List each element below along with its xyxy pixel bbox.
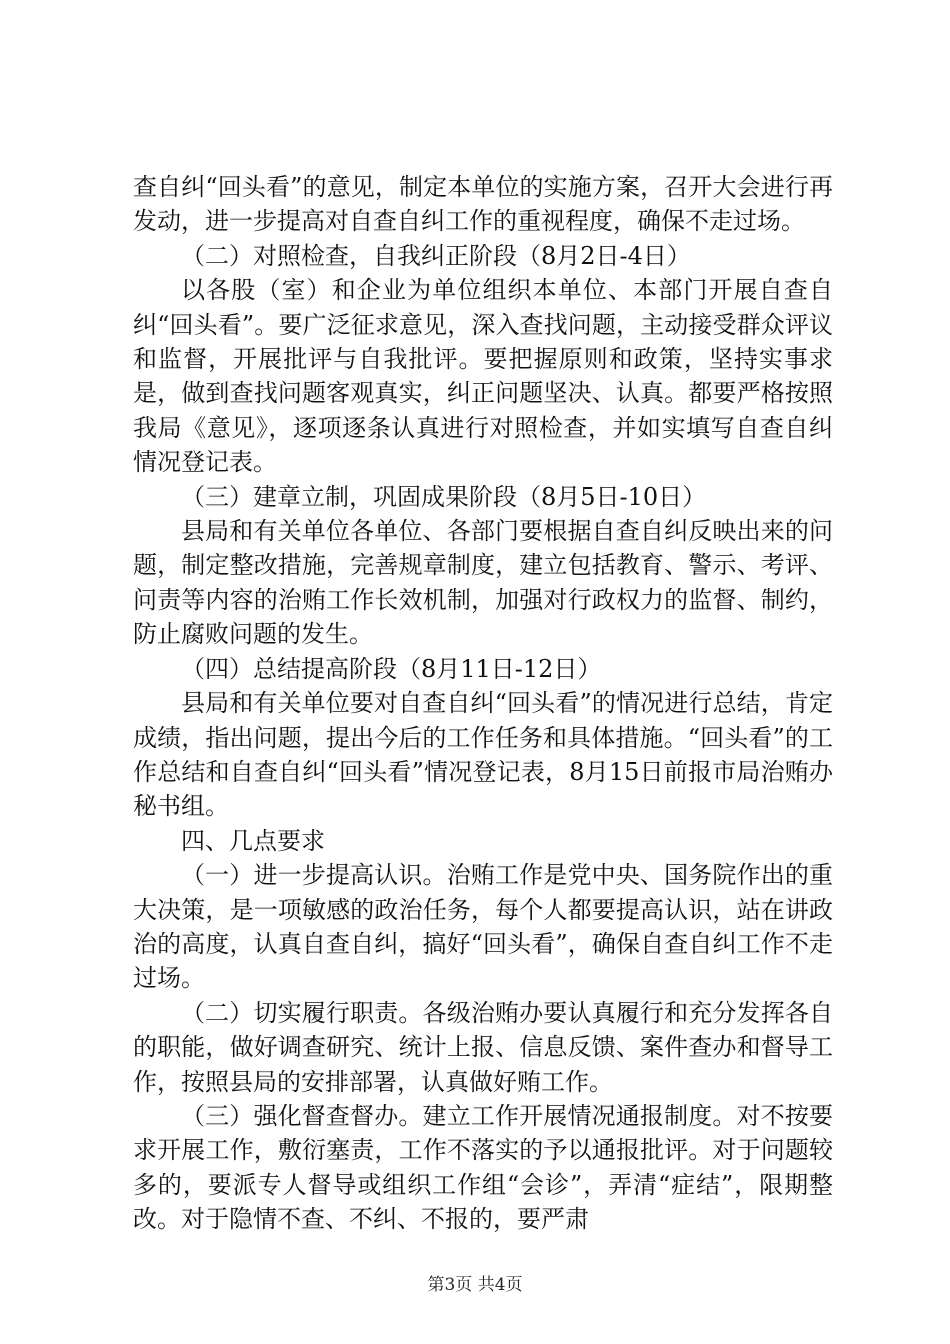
- section-heading-requirements: 四、几点要求: [181, 826, 325, 855]
- section-heading-phase-3: （三）建章立制，巩固成果阶段（8月5日-10日）: [181, 482, 707, 511]
- paragraph-phase-2: 以各股（室）和企业为单位组织本单位、本部门开展自查自纠“回头看”。要广泛征求意见，深入查找问题，主动接受群众评议和监督，开展批评与自我批评。要把握原则和政策，坚持实事求是，做到查找问题客观真实，纠正问题坚决、认真。都要严格按照我局《意见》，逐项逐条认真进行对照检查，并如实填写自查自纠情况登记表。: [133, 276, 833, 477]
- document-body: [133, 170, 833, 1237]
- paragraph-phase-4: 县局和有关单位要对自查自纠“回头看”的情况进行总结，肯定成绩，指出问题，提出今后的工作任务和具体措施。“回头看”的工作总结和自查自纠“回头看”情况登记表，8月15日前报市局治贿办秘书组。: [133, 689, 833, 821]
- paragraph-requirement-3: （三）强化督查督办。建立工作开展情况通报制度。对不按要求开展工作，敷衍塞责，工作不落实的予以通报批评。对于问题较多的，要派专人督导或组织工作组“会诊”，弄清“症结”，限期整改。对于隐情不查、不纠、不报的，要严肃: [133, 1101, 833, 1234]
- page-footer: [0, 1270, 950, 1295]
- paragraph-intro-continuation: 查自纠“回头看”的意见，制定本单位的实施方案，召开大会进行再发动，进一步提高对自查自纠工作的重视程度，确保不走过场。: [133, 173, 833, 236]
- paragraph-requirement-2: （二）切实履行职责。各级治贿办要认真履行和充分发挥各自的职能，做好调查研究、统计上报、信息反馈、案件查办和督导工作，按照县局的安排部署，认真做好贿工作。: [133, 998, 833, 1096]
- page-number-label: 第3页 共4页: [427, 1275, 523, 1295]
- paragraph-phase-3: 县局和有关单位各单位、各部门要根据自查自纠反映出来的问题，制定整改措施，完善规章制度，建立包括教育、警示、考评、问责等内容的治贿工作长效机制，加强对行政权力的监督、制约，防止腐败问题的发生。: [133, 517, 833, 649]
- paragraph-requirement-1: （一）进一步提高认识。治贿工作是党中央、国务院作出的重大决策，是一项敏感的政治任务，每个人都要提高认识，站在讲政治的高度，认真自查自纠，搞好“回头看”，确保自查自纠工作不走过场。: [133, 861, 833, 993]
- section-heading-phase-4: （四）总结提高阶段（8月11日-12日）: [181, 654, 602, 683]
- section-heading-phase-2: （二）对照检查，自我纠正阶段（8月2日-4日）: [181, 241, 691, 270]
